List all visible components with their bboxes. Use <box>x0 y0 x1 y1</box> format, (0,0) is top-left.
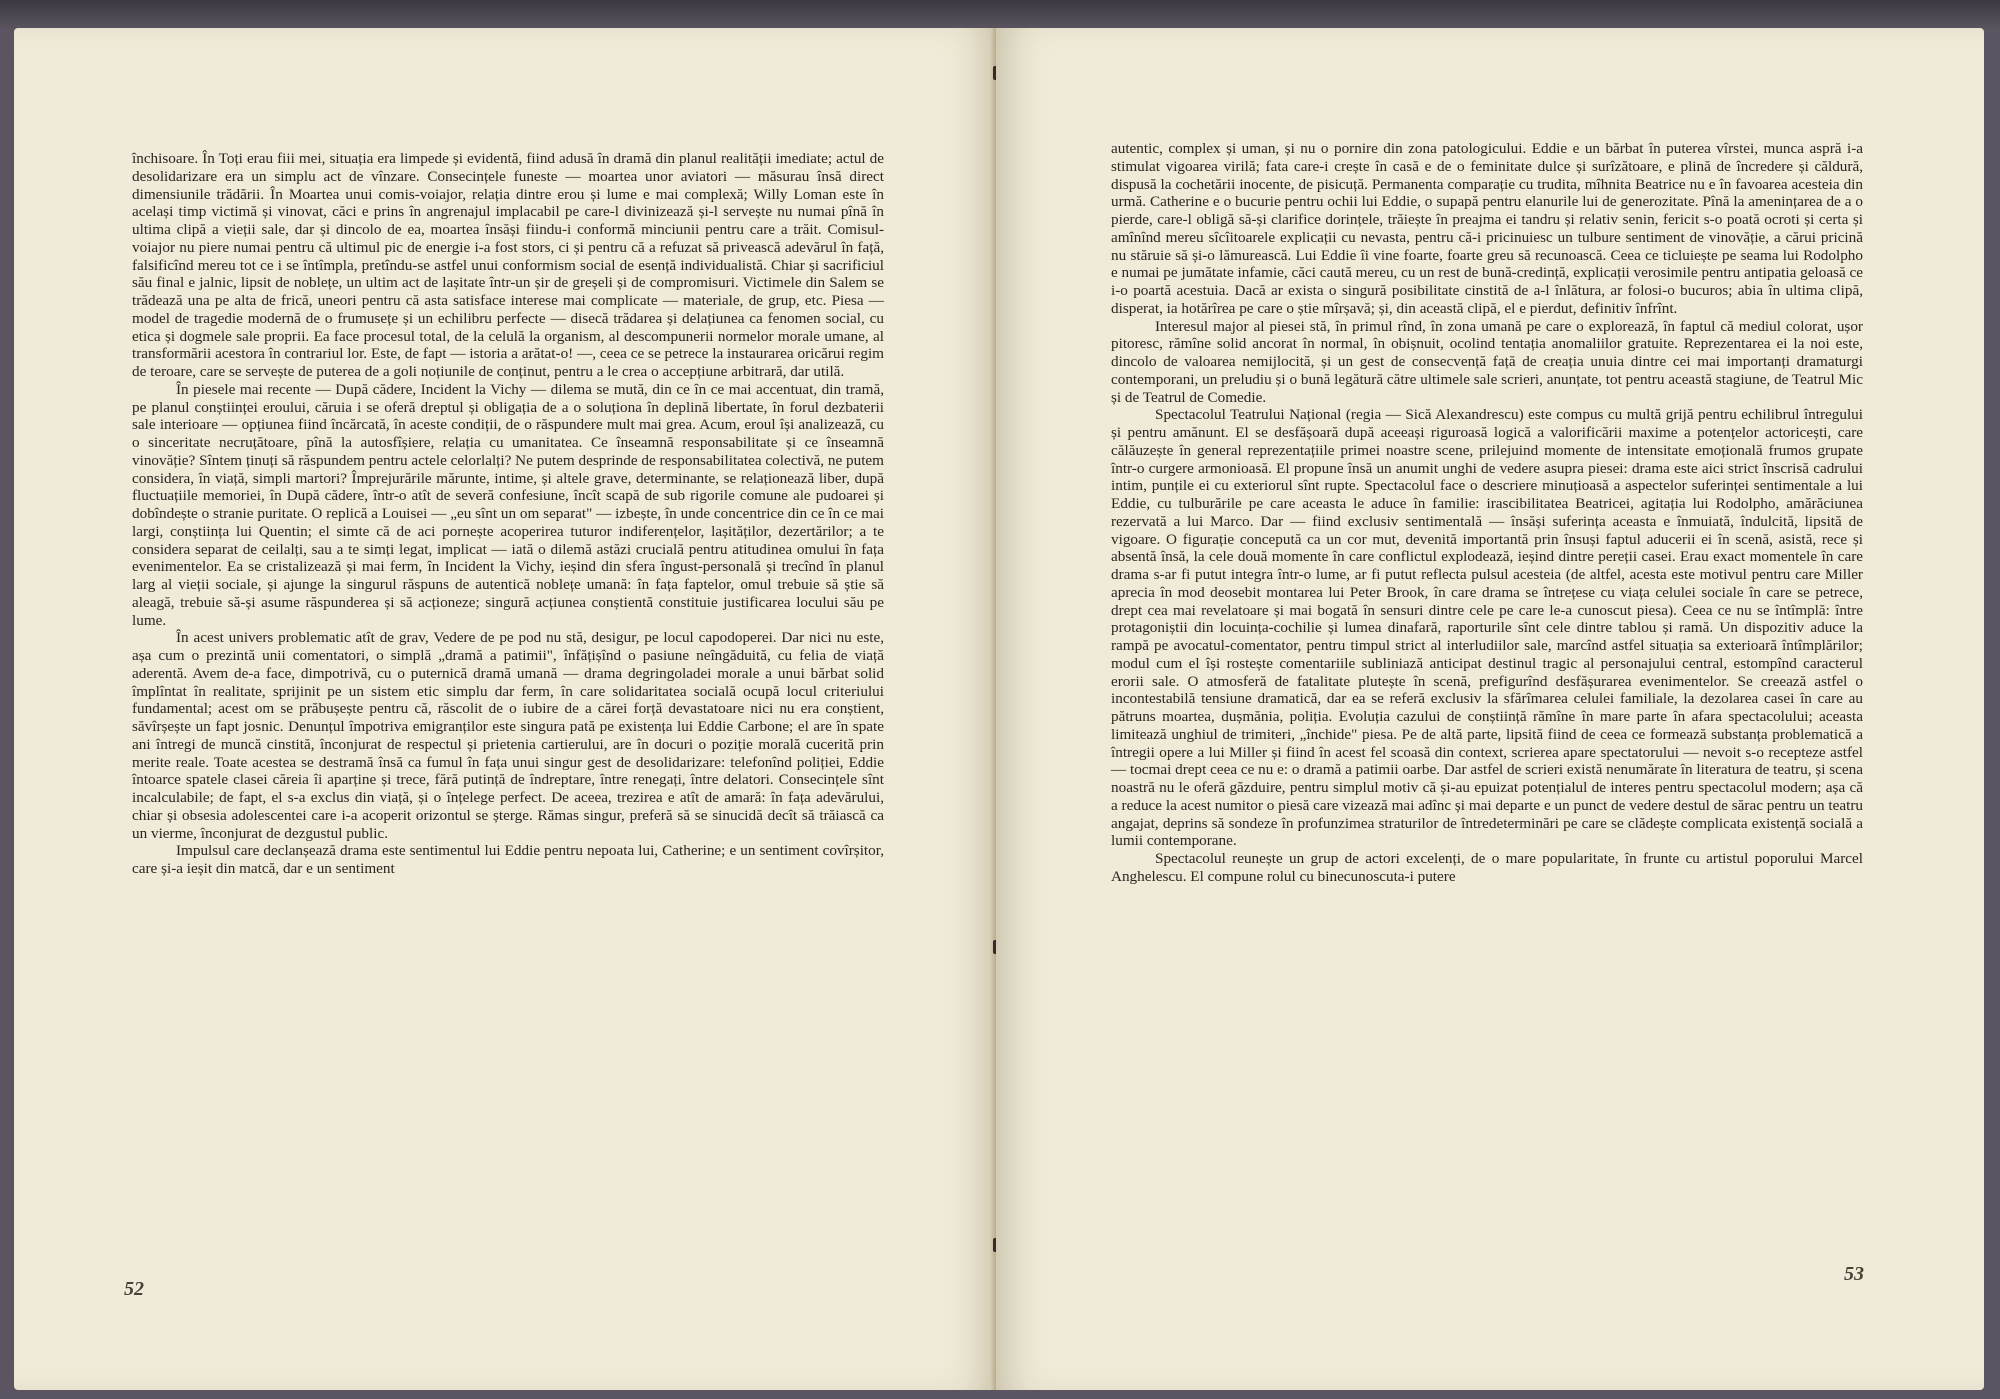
right-paragraph-1: autentic, complex și uman, și nu o pornire din zona patologicului. Eddie e un bărbat în puterea vîrstei, munca aspră i-a stimulat vigoarea virilă; fata care-i crește în casă e de o feminitate dulce și surîzătoare, e plină de încredere și căldură, dispusă la cochetării inocente, de pisicuță. Permanenta comparație cu trudita, mîhnita Beatrice nu e în favoarea acesteia din urmă. Catherine e o bucurie pentru ochii lui Eddie, o supapă pentru elanurile lui de generozitate. Pînă la amenințarea de a o pierde, care-l obligă să-și clarifice dorințele, trăiește în preajma ei tandru și relativ senin, fericit s-o poată ocroti și certa și amînînd mereu sîcîitoarele explicații cu nevasta, pentru că-i pricinuiesc un tulbure sentiment de vinovăție, a cărui pricină nu stăruie să și-o lămurească. Lui Eddie îi vine foarte, foarte greu să recunoască. Ceea ce ticluiește pe seama lui Rodolpho e numai pe jumătate infamie, căci caută mereu, cu un rest de bună-credință, explicații verosimile pentru antipatia geloasă ce i-o poartă acestuia. Dacă ar exista o singură posibilitate cinstită de a-l înlătura, ar folosi-o bucuros; abia în ultima clipă, disperat, ia hotărîrea pe care o știe mîrșavă; și, din această clipă, el e pierdut, definitiv înfrînt. <box>1111 140 1863 317</box>
left-page-text <box>132 150 884 878</box>
left-page <box>14 28 996 1390</box>
left-paragraph-4: Impulsul care declanșează drama este sentimentul lui Eddie pentru nepoata lui, Catherine; e un sentiment covîrșitor, care și-a ieșit din matcă, dar e un sentiment <box>132 842 884 877</box>
left-paragraph-1: închisoare. În Toți erau fiii mei, situația era limpede și evidentă, fiind adusă în dramă din planul realității imediate; actul de desolidarizare era un simplu act de vînzare. Consecințele funeste — moartea unor aviatori — măsurau însă direct dimensiunile trădării. În Moartea unui comis-voiajor, relația dintre erou și lume e mai complexă; Willy Loman este în același timp victimă și vinovat, căci e prins în angrenajul implacabil pe care-l divinizează și-l servește nu numai pînă în ultima clipă a vieții sale, dar și dincolo de ea, moartea însăși fiindu-i conformă minciunii pentru care a trăit. Comisul-voiajor nu piere numai pentru că ultimul pic de energie i-a fost stors, ci și pentru că a refuzat să privească adevărul în față, falsificînd mereu tot ce i se întîmpla, pretîndu-se astfel unui conformism social de esență individualistă. Chiar și sacrificiul său final e jalnic, lipsit de noblețe, un ultim act de lașitate într-un șir de greșeli și de compromisuri. Victimele din Salem se trădează una pe alta de frică, uneori pentru că asta satisface interese mai complicate — materiale, de grup, etc. Piesa — model de tragedie modernă de o frumusețe și un echilibru perfecte — disecă trădarea și delațiunea ca fenomen social, cu etica și dogmele sale proprii. Ea face procesul total, de la celulă la organism, al descompunerii normelor morale umane, al transformării acestora în contrariul lor. Este, de fapt — istoria a arătat-o! —, ceea ce se petrece la instaurarea oricărui regim de teroare, care se servește de puterea de a goli noțiunile de conținut, pentru a le crea o accepțiune arbitrară, dar utilă. <box>132 150 884 380</box>
book-cover-edge <box>0 0 2000 30</box>
right-page-number: 53 <box>1844 1263 1864 1285</box>
left-paragraph-2: În piesele mai recente — După cădere, Incident la Vichy — dilema se mută, din ce în ce mai accentuat, din tramă, pe planul conștiinței eroului, căruia i se oferă dreptul și obligația de a o soluționa în deplină libertate, în forul dezbaterii sale interioare — opțiunea fiind încărcată, în aceste condiții, de o răspundere mult mai grea. Acum, eroul își analizează, cu o sinceritate necruțătoare, pînă la autosfîșiere, relația cu umanitatea. Ce înseamnă responsabilitate și ce înseamnă vinovăție? Sîntem ținuți să răspundem pentru actele celorlalți? Ne putem desprinde de responsabilitatea colectivă, ne putem considera, în viață, simpli martori? Împrejurările mărunte, intime, și altele grave, determinante, se relaționează liber, după fluctuațiile memoriei, în După cădere, într-o atît de severă confesiune, încît scapă de sub rigorile comune ale pudoarei și dobîndește o stranie puritate. O replică a Louisei — „eu sînt un om separat" — izbește, în unde concentrice din ce în ce mai largi, conștiința lui Quentin; el simte că de aci pornește acoperirea tuturor indiferențelor, lașităților, dezertărilor; a te considera separat de ceilalți, sau a te simți legat, implicat — iată o dilemă astăzi crucială pentru atitudinea omului în fața evenimentelor. Ea se cristalizează și mai ferm, în Incident la Vichy, ieșind din sfera îngust-personală și trecînd în planul larg al vieții sociale, și ajunge la singurul răspuns de autentică noblețe umană: în fața faptelor, omul trebuie să știe să aleagă, trebuie să-și asume răspunderea și să acționeze; singură acțiunea conștientă constituie justificarea locului său pe lume. <box>132 380 884 629</box>
right-page-text <box>1111 140 1863 886</box>
left-paragraph-3: În acest univers problematic atît de grav, Vedere de pe pod nu stă, desigur, pe locul capodoperei. Dar nici nu este, așa cum o prezintă unii comentatori, o simplă „dramă a patimii", înfățișînd o pasiune neîngăduită, cu felia de viață aderentă. Avem de-a face, dimpotrivă, cu o puternică dramă umană — drama degringoladei morale a unui bărbat solid împlîntat în realitate, sprijinit pe un sistem etic simplu dar ferm, în care solidaritatea socială ocupă locul criteriului fundamental; acest om se prăbușește pentru că, răscolit de o iubire de a cărei forță devastatoare nici nu era conștient, săvîrșește un fapt josnic. Denunțul împotriva emigranților este singura pată pe existența lui Eddie Carbone; el are în spate ani întregi de muncă cinstită, înconjurat de respectul și prietenia cartierului, are în docuri o poziție morală cucerită prin merite reale. Toate acestea se destramă însă ca fumul în fața unui singur gest de desolidarizare: telefonînd poliției, Eddie întoarce spatele clasei căreia îi aparține și trece, fără putință de îndreptare, între renegați, între delatori. Consecințele sînt incalculabile; de fapt, el s-a exclus din viață, și o înțelege perfect. De aceea, trezirea e atît de amară: în fața adevărului, chiar și obsesia adolescentei care i-a acoperit orizontul se șterge. Rămas singur, preferă să se sinucidă decît să trăiască ca un vierme, înconjurat de dezgustul public. <box>132 629 884 842</box>
right-paragraph-4: Spectacolul reunește un grup de actori excelenți, de o mare popularitate, în frunte cu artistul poporului Marcel Anghelescu. El compune rolul cu binecunoscuta-i putere <box>1111 850 1863 885</box>
right-paragraph-2: Interesul major al piesei stă, în primul rînd, în zona umană pe care o explorează, în faptul că mediul colorat, ușor pitoresc, rămîne solid ancorat în normal, în obișnuit, ocolind tentația anomaliilor gratuite. Reprezentarea ei la noi este, dincolo de valoarea nemijlocită, și un gest de consecvență față de creația unuia dintre cei mai importanți dramaturgi contemporani, un preludiu și o bună legătură către ultimele sale scrieri, anunțate, tot pentru această stagiune, de Teatrul Mic și de Teatrul de Comedie. <box>1111 317 1863 406</box>
right-paragraph-3: Spectacolul Teatrului Național (regia — Sică Alexandrescu) este compus cu multă grijă pentru echilibrul întregului și pentru amănunt. El se desfășoară după aceeași riguroasă logică a valorificării maxime a potențelor actoricești, care călăuzește în general reprezentațiile primei noastre scene, prilejuind momente de intensitate emoțională frumos grupate într-o curgere armonioasă. El propune însă un anumit unghi de vedere asupra piesei: drama este aici strict înscrisă cadrului intim, punțile ei cu exteriorul sînt rupte. Spectacolul face o descriere minuțioasă a aspectelor suferinței sentimentale a lui Eddie, cu tulburările pe care aceasta le aduce în familie: irascibilitatea Beatricei, agitația lui Rodolpho, amărăciunea rezervată a lui Marco. Dar — fiind exclusiv sentimentală — însăși suferința aceasta e înmuiată, îndulcită, lipsită de vigoare. O figurație concepută ca un cor mut, devenită importantă prin însuși faptul aducerii ei în scenă, asistă, rece și absentă însă, la cele două momente în care conflictul explodează, ieșind dintre pereții casei. Erau exact momentele în care drama s-ar fi putut integra într-o lume, ar fi putut reflecta pulsul acesteia (de altfel, acesta este motivul pentru care Miller aprecia în mod deosebit montarea lui Peter Brook, în care drama se întrețese cu viața celulei sociale în care se petrece, drept cea mai revelatoare și mai bogată în sensuri dintre cele pe care le-a cunoscut piesa). Ceea ce nu se întîmplă: între protagoniștii din locuința-cochilie și lumea dinafară, raporturile sînt cele dintre tablou și ramă. Un dispozitiv aduce la rampă pe avocatul-comentator, pentru timpul strict al interludiilor sale, marcînd astfel situația sa exterioară întîmplărilor; modul cum el își rostește comentariile subliniază anticipat destinul tragic al personajului central, estompînd caracterul erorii sale. O atmosferă de fatalitate plutește în scenă, prefigurînd desfășurarea evenimentelor. Se creează astfel o incontestabilă tensiune dramatică, dar ea se referă exclusiv la sfărîmarea celulei familiale, la dezolarea casei în care au pătruns moartea, dușmănia, poliția. Evoluția cazului de conștiință rămîne în mare parte în afara spectacolului; aceasta limitează unghiul de trimiteri, „închide" piesa. Pe de altă parte, lipsită fiind de ceea ce formează substanța problematică a întregii opere a lui Miller și fiind în acest fel scoasă din context, scrierea apare spectatorului — nevoit s-o recepteze astfel — tocmai drept ceea ce nu e: o dramă a patimii oarbe. Dar astfel de scrieri există nenumărate în literatura de teatru, și scena noastră nu le oferă găzduire, pentru simplul motiv că și-au epuizat potențialul de interes pentru spectacolul modern; așa că a reduce la acest numitor o piesă care vizează mai adînc și mai departe e un punct de vedere destul de sărac pentru un teatru angajat, deprins să sondeze în profunzimea straturilor de întredeterminări pe care se clădește complicata existență socială a lumii contemporane. <box>1111 406 1863 850</box>
left-page-number: 52 <box>124 1278 144 1300</box>
right-page <box>996 28 1984 1390</box>
